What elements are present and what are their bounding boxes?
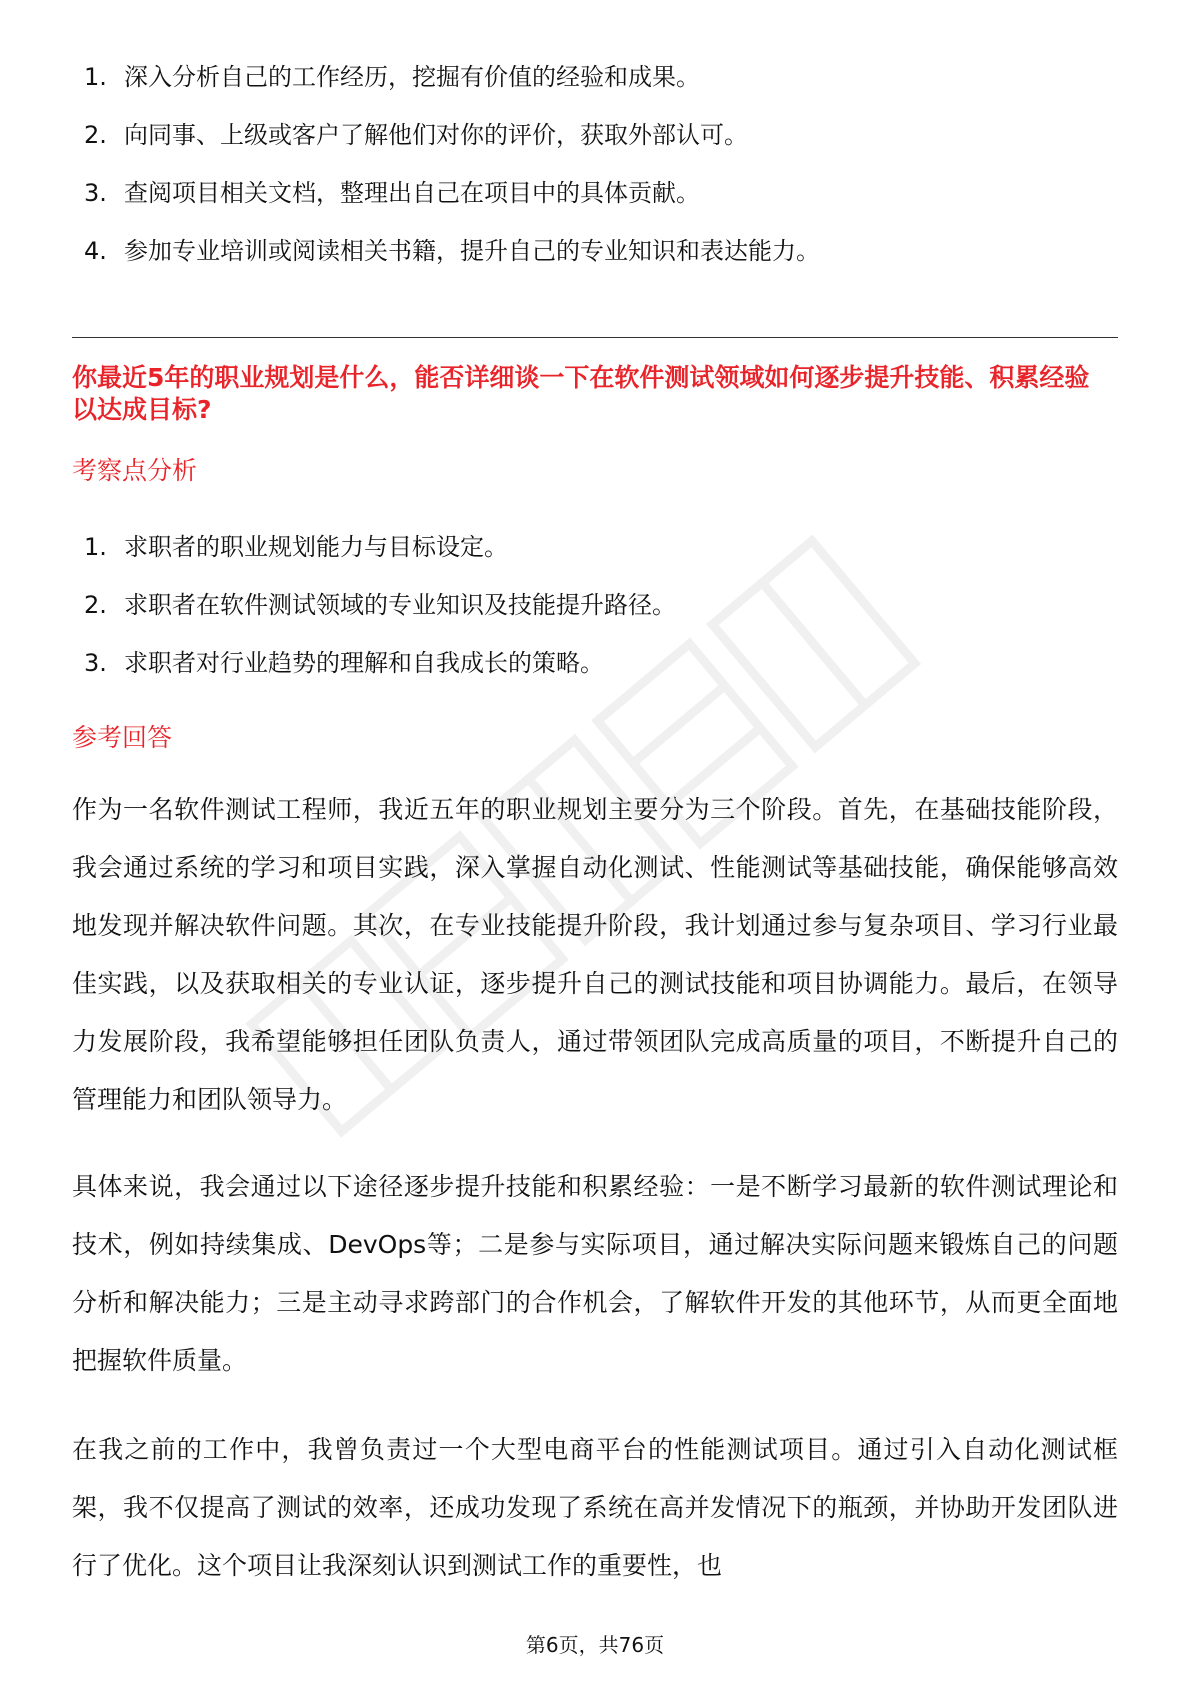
analysis-list <box>84 532 1114 706</box>
top-list <box>84 62 1114 294</box>
list-text: 查阅项目相关文档，整理出自己在项目中的具体贡献。 <box>124 179 700 207</box>
page-number: 第6页，共76页 <box>525 1633 665 1657</box>
list-number: 1. <box>84 533 107 561</box>
list-text: 参加专业培训或阅读相关书籍，提升自己的专业知识和表达能力。 <box>124 237 820 265</box>
answer-title: 参考回答 <box>72 723 173 752</box>
list-number: 3. <box>84 649 107 677</box>
list-text: 求职者的职业规划能力与目标设定。 <box>124 533 508 561</box>
list-item <box>84 120 1114 178</box>
list-item <box>84 590 1114 648</box>
list-item <box>84 532 1114 590</box>
list-text: 深入分析自己的工作经历，挖掘有价值的经验和成果。 <box>124 63 700 91</box>
list-item <box>84 178 1114 236</box>
divider <box>72 337 1118 338</box>
analysis-title: 考察点分析 <box>72 456 198 485</box>
list-item <box>84 236 1114 294</box>
answer-paragraph: 具体来说，我会通过以下途径逐步提升技能和积累经验：一是不断学习最新的软件测试理论和技术，例如持续集成、DevOps等；二是参与实际项目，通过解决实际问题来锻炼自己的问题分析和解决能力；三是主动寻求跨部门的合作机会，了解软件开发的其他环节，从而更全面地把握软件质量。 <box>72 1172 1118 1375</box>
answer-paragraph: 作为一名软件测试工程师，我近五年的职业规划主要分为三个阶段。首先，在基础技能阶段，我会通过系统的学习和项目实践，深入掌握自动化测试、性能测试等基础技能，确保能够高效地发现并解决软件问题。其次，在专业技能提升阶段，我计划通过参与复杂项目、学习行业最佳实践，以及获取相关的专业认证，逐步提升自己的测试技能和项目协调能力。最后，在领导力发展阶段，我希望能够担任团队负责人，通过带领团队完成高质量的项目，不断提升自己的管理能力和团队领导力。 <box>72 795 1118 1114</box>
list-number: 2. <box>84 121 107 149</box>
list-text: 求职者对行业趋势的理解和自我成长的策略。 <box>124 649 604 677</box>
list-number: 4. <box>84 237 107 265</box>
list-number: 1. <box>84 63 107 91</box>
list-number: 3. <box>84 179 107 207</box>
question-heading: 你最近5年的职业规划是什么，能否详细谈一下在软件测试领域如何逐步提升技能、积累经验以达成目标? <box>72 363 1090 424</box>
list-text: 求职者在软件测试领域的专业知识及技能提升路径。 <box>124 591 676 619</box>
list-number: 2. <box>84 591 107 619</box>
list-item <box>84 62 1114 120</box>
answer-paragraph: 在我之前的工作中，我曾负责过一个大型电商平台的性能测试项目。通过引入自动化测试框架，我不仅提高了测试的效率，还成功发现了系统在高并发情况下的瓶颈，并协助开发团队进行了优化。这个项目让我深刻认识到测试工作的重要性，也 <box>72 1435 1118 1580</box>
list-text: 向同事、上级或客户了解他们对你的评价，获取外部认可。 <box>124 121 748 149</box>
list-item <box>84 648 1114 706</box>
